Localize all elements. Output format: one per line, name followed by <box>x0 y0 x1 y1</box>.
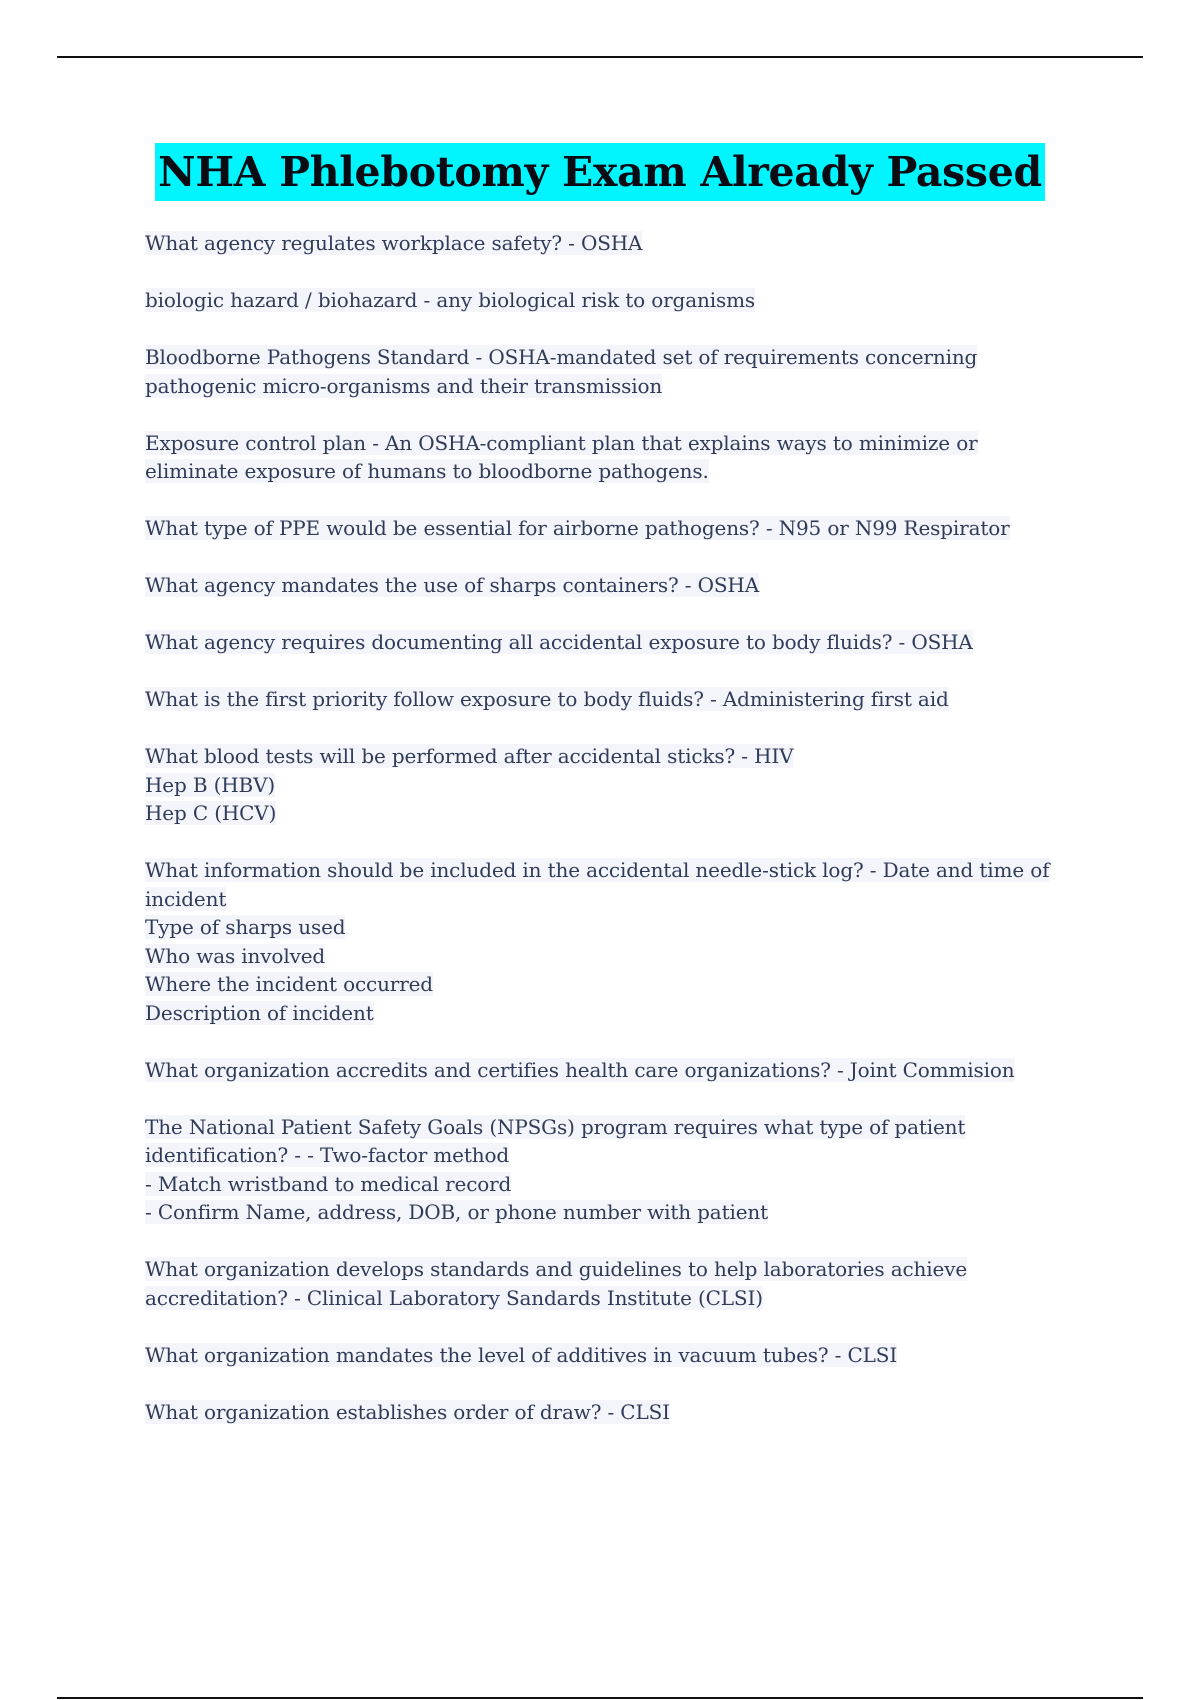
qa-list <box>145 229 1085 1455</box>
qa-line <box>145 799 1085 828</box>
qa-text: The National Patient Safety Goals (NPSGs) program requires what type of patient <box>145 1114 966 1139</box>
title-container <box>0 143 1200 201</box>
qa-line <box>145 771 1085 800</box>
qa-line <box>145 571 1085 600</box>
qa-line <box>145 1141 1085 1170</box>
qa-line <box>145 1255 1085 1284</box>
qa-item <box>145 1398 1085 1427</box>
qa-item <box>145 343 1085 400</box>
qa-item <box>145 628 1085 657</box>
qa-text: pathogenic micro-organisms and their transmission <box>145 373 663 398</box>
qa-line <box>145 1341 1085 1370</box>
qa-line <box>145 372 1085 401</box>
qa-text: What agency requires documenting all accidental exposure to body fluids? - OSHA <box>145 630 973 654</box>
page-title: NHA Phlebotomy Exam Already Passed <box>155 143 1045 201</box>
qa-line <box>145 1398 1085 1427</box>
qa-line <box>145 913 1085 942</box>
qa-item <box>145 1056 1085 1085</box>
qa-text: What information should be included in the accidental needle-stick log? - Date and time of <box>145 858 1050 882</box>
qa-text: What is the first priority follow exposure to body fluids? - Administering first aid <box>145 687 949 711</box>
qa-item <box>145 1113 1085 1227</box>
qa-text: What agency mandates the use of sharps containers? - OSHA <box>145 573 759 597</box>
qa-text: eliminate exposure of humans to bloodborne pathogens. <box>145 459 709 483</box>
qa-item <box>145 742 1085 828</box>
qa-line <box>145 1113 1085 1142</box>
qa-item <box>145 1341 1085 1370</box>
qa-item <box>145 685 1085 714</box>
qa-item <box>145 429 1085 486</box>
qa-line <box>145 970 1085 999</box>
qa-line <box>145 856 1085 885</box>
qa-text: What organization accredits and certifies health care organizations? - Joint Commision <box>145 1057 1015 1082</box>
qa-text: Hep B (HBV) <box>145 772 276 797</box>
qa-text: Who was involved <box>145 943 326 968</box>
qa-line <box>145 229 1085 258</box>
top-rule <box>57 56 1143 58</box>
bottom-rule <box>57 1697 1143 1699</box>
qa-text: identification? - - Two-factor method <box>145 1143 510 1167</box>
qa-line <box>145 999 1085 1028</box>
qa-text: - Confirm Name, address, DOB, or phone number with patient <box>145 1200 769 1224</box>
qa-line <box>145 1284 1085 1313</box>
qa-line <box>145 685 1085 714</box>
qa-text: - Match wristband to medical record <box>145 1171 512 1196</box>
qa-line <box>145 942 1085 971</box>
qa-text: What type of PPE would be essential for airborne pathogens? - N95 or N99 Respirator <box>145 516 1010 540</box>
qa-line <box>145 286 1085 315</box>
qa-text: What organization develops standards and guidelines to help laboratories achieve <box>145 1257 968 1281</box>
qa-line <box>145 514 1085 543</box>
qa-text: Where the incident occurred <box>145 972 433 996</box>
qa-text: Exposure control plan - An OSHA-compliant plan that explains ways to minimize or <box>145 430 978 455</box>
qa-text: What blood tests will be performed after accidental sticks? - HIV <box>145 744 794 768</box>
qa-item <box>145 571 1085 600</box>
qa-item <box>145 514 1085 543</box>
qa-item <box>145 1255 1085 1312</box>
qa-text: Type of sharps used <box>145 915 346 939</box>
qa-line <box>145 457 1085 486</box>
qa-text: incident <box>145 886 227 911</box>
qa-text: Bloodborne Pathogens Standard - OSHA-mandated set of requirements concerning <box>145 345 978 369</box>
qa-line <box>145 1170 1085 1199</box>
qa-line <box>145 343 1085 372</box>
qa-text: What organization mandates the level of additives in vacuum tubes? - CLSI <box>145 1342 898 1367</box>
qa-item <box>145 286 1085 315</box>
qa-text: What agency regulates workplace safety? - OSHA <box>145 231 643 255</box>
qa-text: accreditation? - Clinical Laboratory Sandards Institute (CLSI) <box>145 1285 763 1310</box>
qa-item <box>145 229 1085 258</box>
qa-item <box>145 856 1085 1027</box>
qa-text: Description of incident <box>145 1000 374 1025</box>
qa-text: biologic hazard / biohazard - any biological risk to organisms <box>145 288 756 312</box>
qa-line <box>145 885 1085 914</box>
qa-text: Hep C (HCV) <box>145 801 277 825</box>
qa-text: What organization establishes order of draw? - CLSI <box>145 1399 670 1424</box>
qa-line <box>145 628 1085 657</box>
qa-line <box>145 742 1085 771</box>
qa-line <box>145 1056 1085 1085</box>
qa-line <box>145 429 1085 458</box>
qa-line <box>145 1198 1085 1227</box>
